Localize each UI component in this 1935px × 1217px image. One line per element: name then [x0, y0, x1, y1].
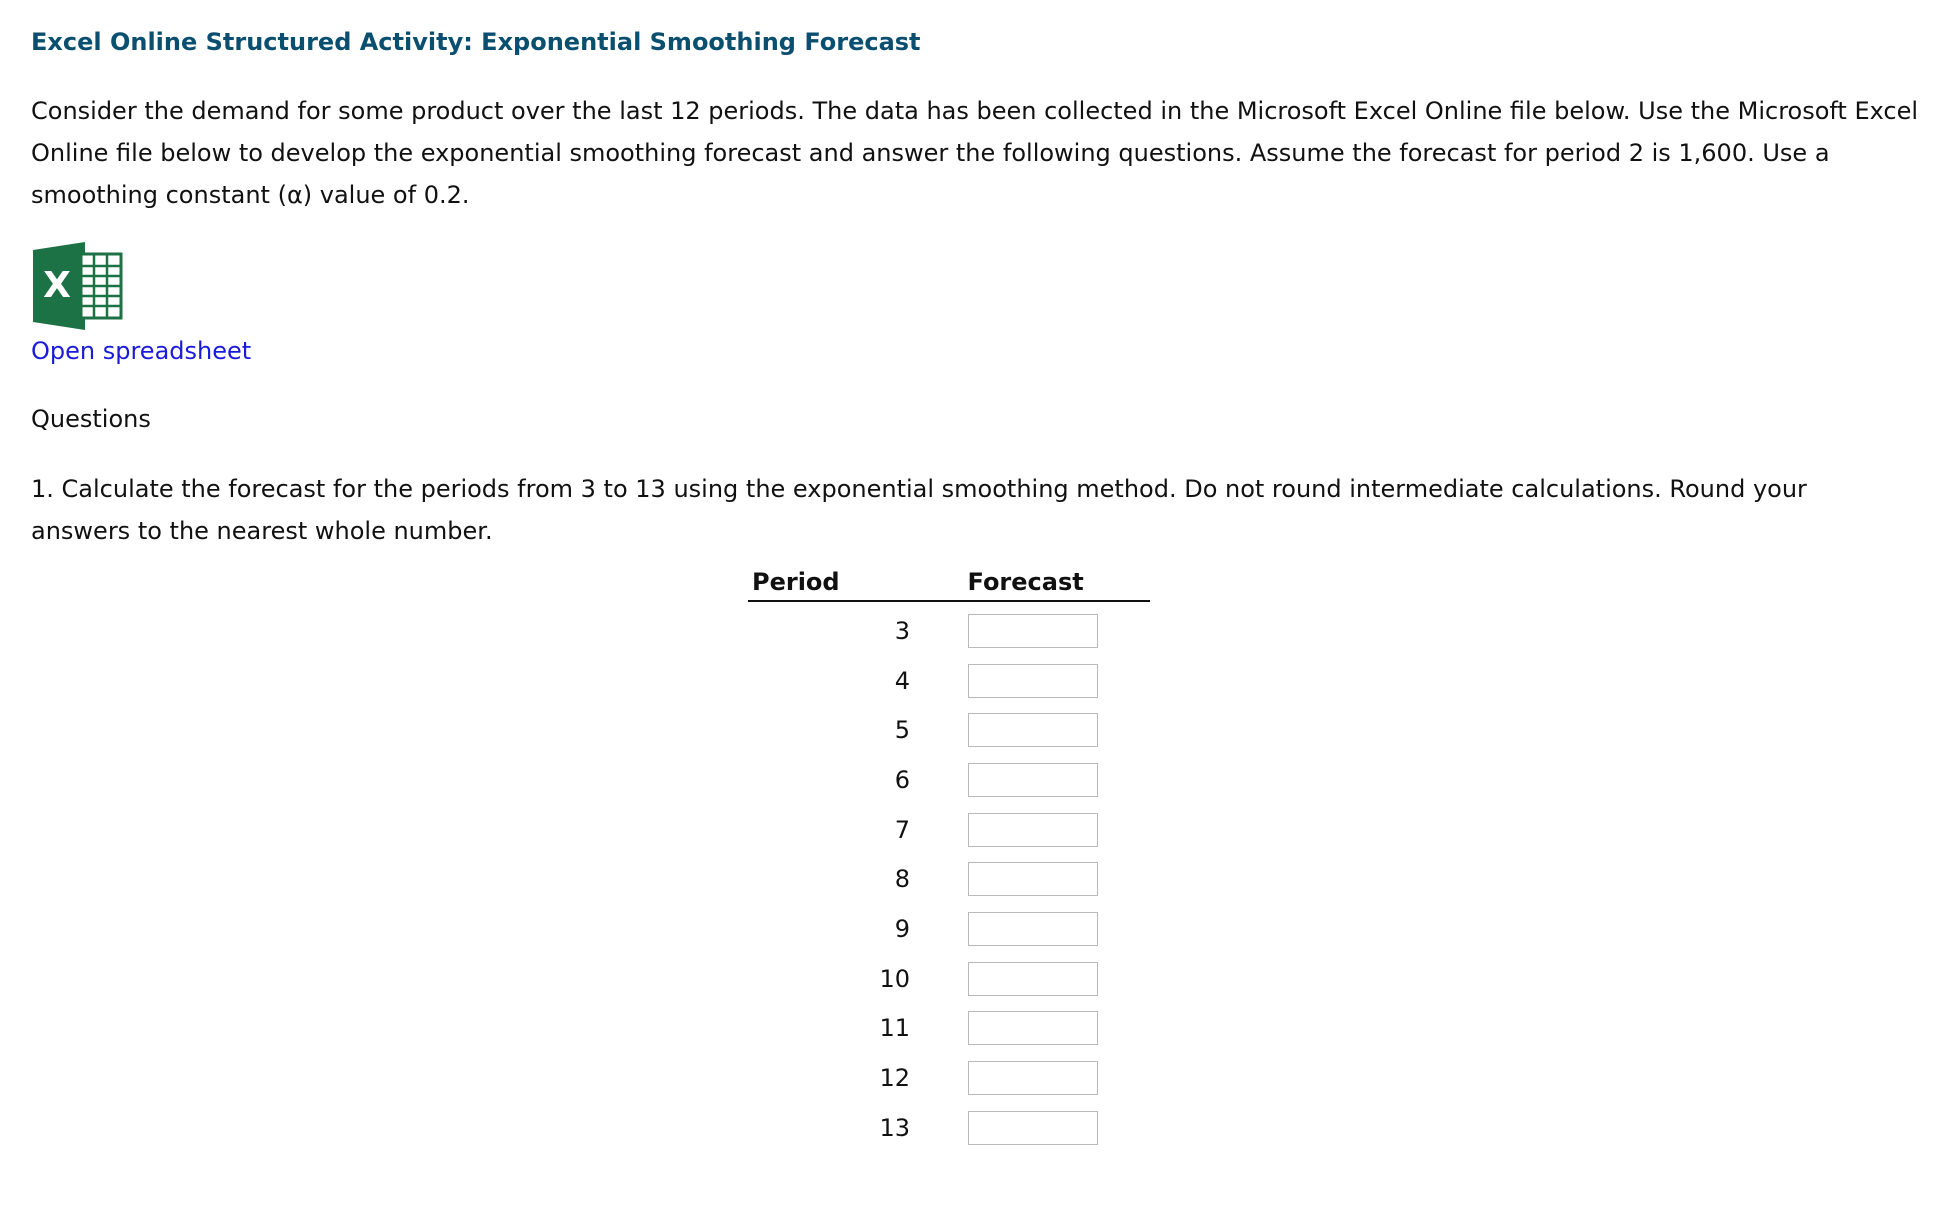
period-cell: 7: [894, 815, 910, 844]
forecast-table: [748, 556, 1150, 1153]
forecast-input-period-8[interactable]: [968, 862, 1098, 896]
period-cell: 12: [879, 1064, 910, 1093]
open-spreadsheet-link[interactable]: Open spreadsheet: [31, 337, 252, 365]
period-cell: 3: [894, 616, 910, 645]
table-row: [748, 1053, 1150, 1103]
column-header-period: Period: [752, 568, 840, 596]
period-cell: 9: [894, 914, 910, 943]
forecast-input-period-7[interactable]: [968, 813, 1098, 847]
forecast-table-body: [748, 606, 1150, 1153]
table-row: [748, 1004, 1150, 1054]
forecast-input-period-13[interactable]: [968, 1111, 1098, 1145]
table-row: [748, 606, 1150, 656]
forecast-table-header: [748, 556, 1150, 602]
activity-page: [31, 24, 1921, 552]
svg-text:X: X: [43, 265, 71, 306]
table-row: [748, 656, 1150, 706]
forecast-input-period-4[interactable]: [968, 664, 1098, 698]
forecast-input-period-10[interactable]: [968, 962, 1098, 996]
question-1-text: 1. Calculate the forecast for the periods from 3 to 13 using the exponential smoothing method. Do not round intermediate calculations. Round your answers to the nearest whole number.: [31, 475, 1807, 545]
period-cell: 4: [894, 666, 910, 695]
forecast-input-period-5[interactable]: [968, 713, 1098, 747]
table-row: [748, 854, 1150, 904]
questions-heading: Questions: [31, 405, 151, 433]
period-cell: 5: [894, 716, 910, 745]
forecast-input-period-11[interactable]: [968, 1011, 1098, 1045]
period-cell: 6: [894, 765, 910, 794]
forecast-input-period-3[interactable]: [968, 614, 1098, 648]
forecast-input-period-9[interactable]: [968, 912, 1098, 946]
table-row: [748, 954, 1150, 1004]
table-row: [748, 1103, 1150, 1153]
table-row: [748, 904, 1150, 954]
period-cell: 13: [879, 1113, 910, 1142]
excel-file-icon[interactable]: [31, 242, 131, 334]
period-cell: 10: [879, 964, 910, 993]
intro-paragraph: Consider the demand for some product over the last 12 periods. The data has been collected in the Microsoft Excel Online file below. Use the Microsoft Excel Online file below to develop the exponential smoothing forecast and answer the following questions. Assume the forecast for period 2 is 1,600. Use a smoothing constant (α) value of 0.2.: [31, 97, 1919, 209]
table-row: [748, 755, 1150, 805]
forecast-input-period-6[interactable]: [968, 763, 1098, 797]
column-header-forecast: Forecast: [967, 568, 1084, 596]
period-cell: 8: [894, 865, 910, 894]
forecast-input-period-12[interactable]: [968, 1061, 1098, 1095]
period-cell: 11: [879, 1014, 910, 1043]
activity-title: Excel Online Structured Activity: Exponential Smoothing Forecast: [31, 28, 921, 56]
table-row: [748, 805, 1150, 855]
table-row: [748, 705, 1150, 755]
